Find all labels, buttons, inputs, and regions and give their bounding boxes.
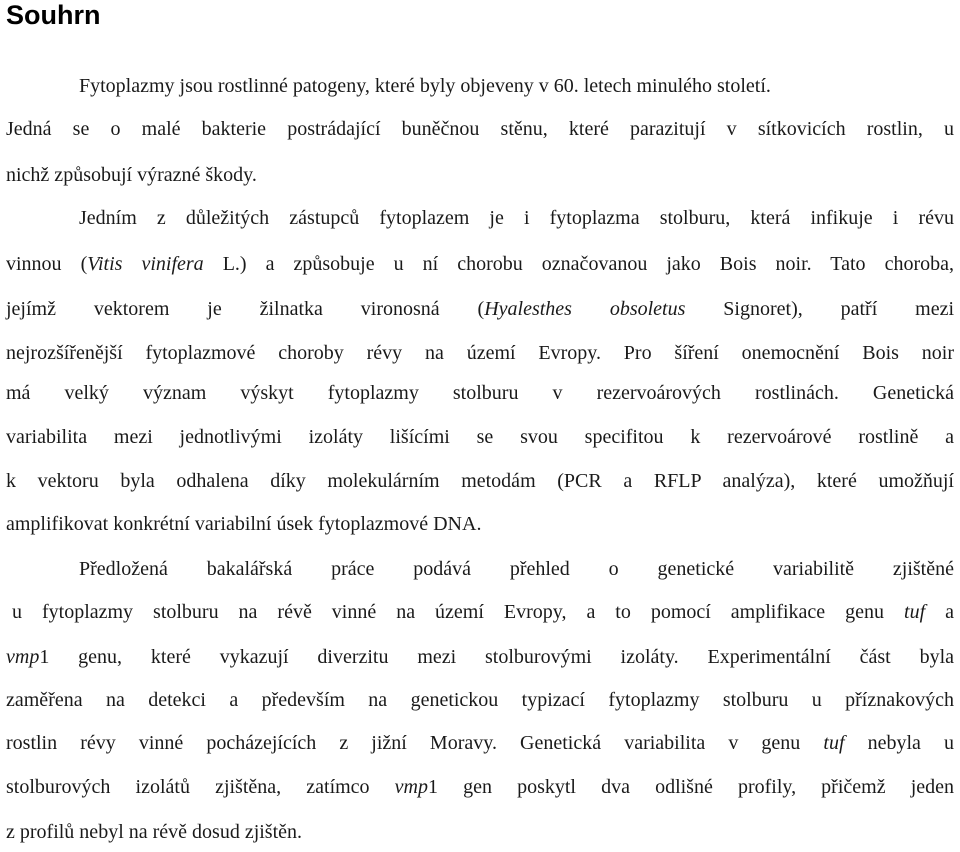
gene-name-italic: vmp: [6, 646, 40, 668]
text-segment: a: [925, 601, 954, 623]
paragraph-2-line-1: Jedním z důležitých zástupců fytoplazem je i fytoplazma stolburu, která infikuje i révu: [79, 207, 954, 229]
text-segment: Signoret), patří mezi: [685, 298, 955, 320]
paragraph-2-line-3: [6, 289, 954, 329]
text-segment: vinnou (: [6, 253, 88, 275]
gene-name-italic: tuf: [823, 732, 845, 754]
paragraph-3-line-5: [6, 723, 954, 763]
text-segment: rostlin révy vinné pocházejících z jižní Moravy. Genetická variabilita v genu: [6, 732, 824, 754]
paragraph-3-line-2: [12, 592, 954, 632]
species-name-italic: Hyalesthes obsoletus: [484, 298, 686, 320]
paragraph-1-line-2: Jedná se o malé bakterie postrádající buněčnou stěnu, které parazitují v sítkovicích rostlin, u: [6, 118, 954, 140]
paragraph-2-line-4: nejrozšířenější fytoplazmové choroby révy na území Evropy. Pro šíření onemocnění Bois noir: [6, 342, 954, 364]
paragraph-1-line-1: Fytoplazmy jsou rostlinné patogeny, které byly objeveny v 60. letech minulého století.: [79, 75, 771, 97]
text-segment: nebyla u: [844, 732, 954, 754]
paragraph-3-line-7: z profilů nebyl na révě dosud zjištěn.: [6, 821, 303, 843]
paragraph-2-line-7: k vektoru byla odhalena díky molekulárním metodám (PCR a RFLP analýza), které umožňují: [6, 470, 954, 492]
text-segment: jejímž vektorem je žilnatka vironosná (: [6, 298, 485, 320]
paragraph-1-line-3: nichž způsobují výrazné škody.: [6, 164, 257, 186]
paragraph-3-line-4: zaměřena na detekci a především na genetickou typizací fytoplazmy stolburu u příznakových: [6, 689, 954, 711]
page-title: Souhrn: [6, 0, 101, 30]
paragraph-3-line-6: [6, 767, 954, 807]
paragraph-2-line-8: amplifikovat konkrétní variabilní úsek fytoplazmové DNA.: [6, 513, 482, 535]
gene-name-italic: vmp: [394, 776, 428, 798]
text-segment: 1 genu, které vykazují diverzitu mezi stolburovými izoláty. Experimentální část byla: [39, 646, 954, 668]
gene-name-italic: tuf: [904, 601, 926, 623]
text-segment: u fytoplazmy stolburu na révě vinné na území Evropy, a to pomocí amplifikace genu: [12, 601, 905, 623]
paragraph-2-line-6: variabilita mezi jednotlivými izoláty lišícími se svou specifitou k rezervoárové rostlině a: [6, 426, 954, 448]
text-segment: 1 gen poskytl dva odlišné profily, přičemž jeden: [428, 776, 954, 798]
paragraph-3-line-1: Předložená bakalářská práce podává přehled o genetické variabilitě zjištěné: [79, 558, 954, 580]
paragraph-2-line-2: [6, 244, 954, 284]
text-segment: L.) a způsobuje u ní chorobu označovanou jako Bois noir. Tato choroba,: [203, 253, 954, 275]
paragraph-2-line-5: má velký význam výskyt fytoplazmy stolburu v rezervoárových rostlinách. Genetická: [6, 382, 954, 404]
text-segment: stolburových izolátů zjištěna, zatímco: [6, 776, 395, 798]
species-name-italic: Vitis vinifera: [87, 253, 204, 275]
paragraph-3-line-3: [6, 637, 954, 677]
